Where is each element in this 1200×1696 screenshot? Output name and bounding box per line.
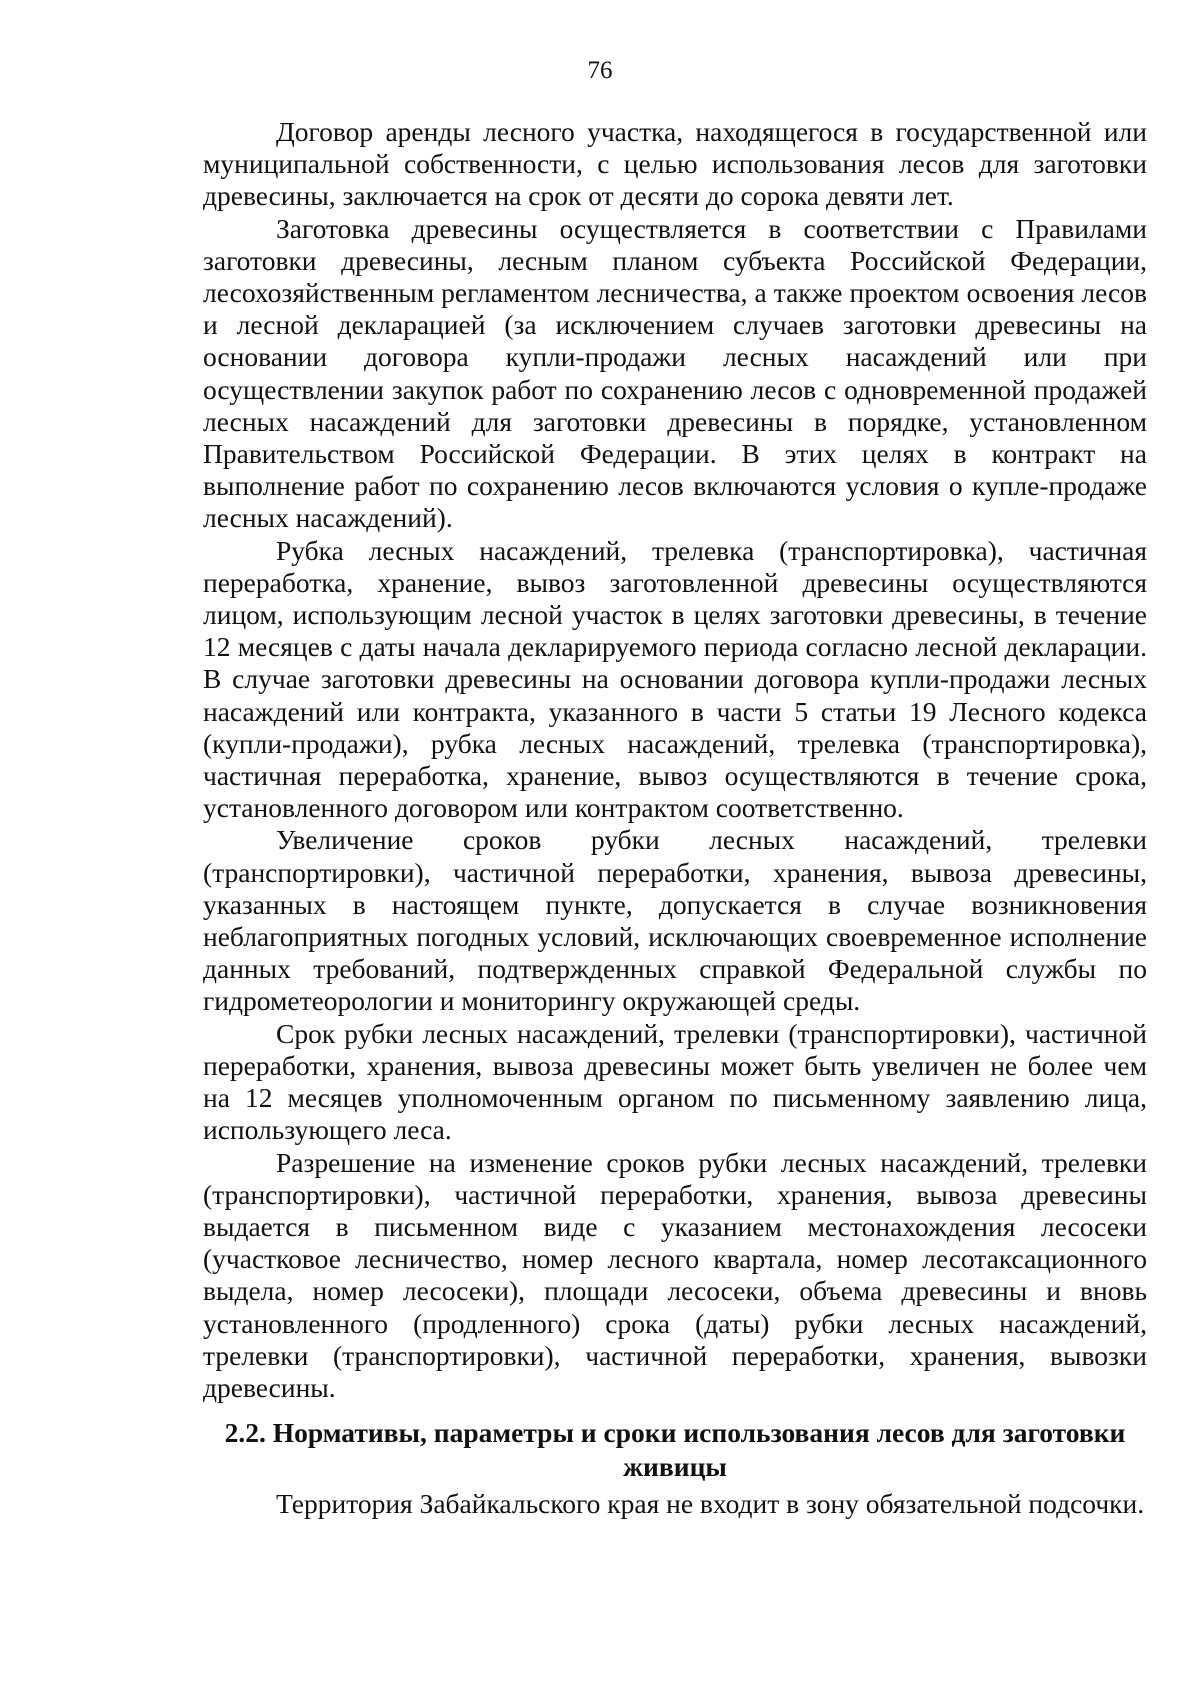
paragraph-felling-period: Рубка лесных насаждений, трелевка (транспортировка), частичная переработка, хранение, вывоз заготовленной древесины осуществляются лицом, использующим лесной участок в целях заготовки древесины, в течение 12 месяцев с даты начала декларируемого периода согласно лесной декларации. В случае заготовки древесины на основании договора купли-продажи лесных насаждений или контракта, указанного в части 5 статьи 19 Лесного кодекса (купли-продажи), рубка лесных насаждений, трелевка (транспортировка), частичная переработка, хранение, вывоз осуществляются в течение срока, установленного договором или контрактом соответственно.: [203, 534, 1147, 824]
paragraph-lease-term: Договор аренды лесного участка, находящегося в государственной или муниципальной собственности, с целью использования лесов для заготовки древесины, заключается на срок от десяти до сорока девяти лет.: [203, 116, 1147, 212]
page-number: 76: [587, 57, 613, 84]
section-heading: 2.2. Нормативы, параметры и сроки использования лесов для заготовки живицы: [224, 1417, 1126, 1483]
paragraph-extension-limit: Срок рубки лесных насаждений, трелевки (транспортировки), частичной переработки, хранения, вывоза древесины может быть увеличен не более чем на 12 месяцев уполномоченным органом по письменному заявлению лица, использующего леса.: [203, 1017, 1147, 1146]
paragraph-extension-permit: Разрешение на изменение сроков рубки лесных насаждений, трелевки (транспортировки), частичной переработки, хранения, вывоза древесины выдается в письменном виде с указанием местонахождения лесосеки (участковое лесничество, номер лесного квартала, номер лесотаксационного выдела, номер лесосеки), площади лесосеки, объема древесины и вновь установленного (продленного) срока (даты) рубки лесных насаждений, трелевки (транспортировки), частичной переработки, хранения, вывозки древесины.: [203, 1146, 1147, 1403]
paragraph-term-extension-conditions: Увеличение сроков рубки лесных насаждений, трелевки (транспортировки), частичной переработки, хранения, вывоза древесины, указанных в настоящем пункте, допускается в случае возникновения неблагоприятных погодных условий, исключающих своевременное исполнение данных требований, подтвержденных справкой Федеральной службы по гидрометеорологии и мониторингу окружающей среды.: [203, 824, 1147, 1017]
document-body: [203, 116, 1147, 1520]
paragraph-resin-tapping-zone: Территория Забайкальского края не входит в зону обязательной подсочки.: [276, 1488, 1145, 1520]
paragraph-harvesting-rules: Заготовка древесины осуществляется в соответствии с Правилами заготовки древесины, лесным планом субъекта Российской Федерации, лесохозяйственным регламентом лесничества, а также проектом освоения лесов и лесной декларацией (за исключением случаев заготовки древесины на основании договора купли-продажи лесных насаждений или при осуществлении закупок работ по сохранению лесов с одновременной продажей лесных насаждений для заготовки древесины в порядке, установленном Правительством Российской Федерации. В этих целях в контракт на выполнение работ по сохранению лесов включаются условия о купле-продаже лесных насаждений).: [203, 212, 1147, 534]
